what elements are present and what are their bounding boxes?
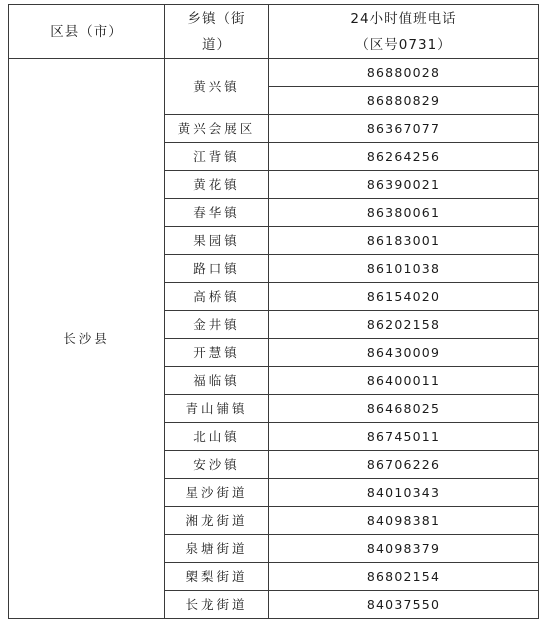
phone-cell: 84098379 xyxy=(269,535,539,563)
town-cell: 果园镇 xyxy=(165,227,269,255)
header-town-line2: 道） xyxy=(202,36,231,53)
town-cell: 星沙街道 xyxy=(165,479,269,507)
town-cell: 福临镇 xyxy=(165,367,269,395)
header-phone-line2: （区号0731） xyxy=(355,36,452,53)
town-cell: 㮾梨街道 xyxy=(165,563,269,591)
phone-cell: 86400011 xyxy=(269,367,539,395)
town-cell: 北山镇 xyxy=(165,423,269,451)
header-town xyxy=(165,5,269,59)
district-cell: 长沙县 xyxy=(9,59,165,619)
town-cell: 高桥镇 xyxy=(165,283,269,311)
phone-cell: 86706226 xyxy=(269,451,539,479)
phone-cell: 86802154 xyxy=(269,563,539,591)
town-cell: 金井镇 xyxy=(165,311,269,339)
phone-cell: 86390021 xyxy=(269,171,539,199)
phone-cell: 86880028 xyxy=(269,59,539,87)
phone-cell: 84010343 xyxy=(269,479,539,507)
phone-cell: 84098381 xyxy=(269,507,539,535)
table-row xyxy=(9,59,539,87)
phone-cell: 84037550 xyxy=(269,591,539,619)
town-cell: 安沙镇 xyxy=(165,451,269,479)
table-body xyxy=(9,59,539,619)
town-cell: 路口镇 xyxy=(165,255,269,283)
town-cell: 黄兴会展区 xyxy=(165,115,269,143)
phone-cell: 86264256 xyxy=(269,143,539,171)
town-cell: 湘龙街道 xyxy=(165,507,269,535)
phone-cell: 86468025 xyxy=(269,395,539,423)
town-cell: 开慧镇 xyxy=(165,339,269,367)
town-cell: 黄兴镇 xyxy=(165,59,269,115)
header-district xyxy=(9,5,165,59)
phone-cell: 86183001 xyxy=(269,227,539,255)
town-cell: 长龙街道 xyxy=(165,591,269,619)
town-cell: 江背镇 xyxy=(165,143,269,171)
phone-cell: 86380061 xyxy=(269,199,539,227)
duty-phone-table xyxy=(8,4,539,619)
town-cell: 青山铺镇 xyxy=(165,395,269,423)
phone-cell: 86202158 xyxy=(269,311,539,339)
header-district-label: 区县（市） xyxy=(50,23,123,40)
table-header-row xyxy=(9,5,539,59)
header-phone xyxy=(269,5,539,59)
phone-cell: 86745011 xyxy=(269,423,539,451)
header-phone-line1: 24小时值班电话 xyxy=(350,10,457,27)
phone-cell: 86367077 xyxy=(269,115,539,143)
header-town-line1: 乡镇（街 xyxy=(187,10,246,27)
town-cell: 泉塘街道 xyxy=(165,535,269,563)
phone-cell: 86430009 xyxy=(269,339,539,367)
town-cell: 黄花镇 xyxy=(165,171,269,199)
phone-cell: 86101038 xyxy=(269,255,539,283)
town-cell: 春华镇 xyxy=(165,199,269,227)
phone-cell: 86154020 xyxy=(269,283,539,311)
phone-cell: 86880829 xyxy=(269,87,539,115)
